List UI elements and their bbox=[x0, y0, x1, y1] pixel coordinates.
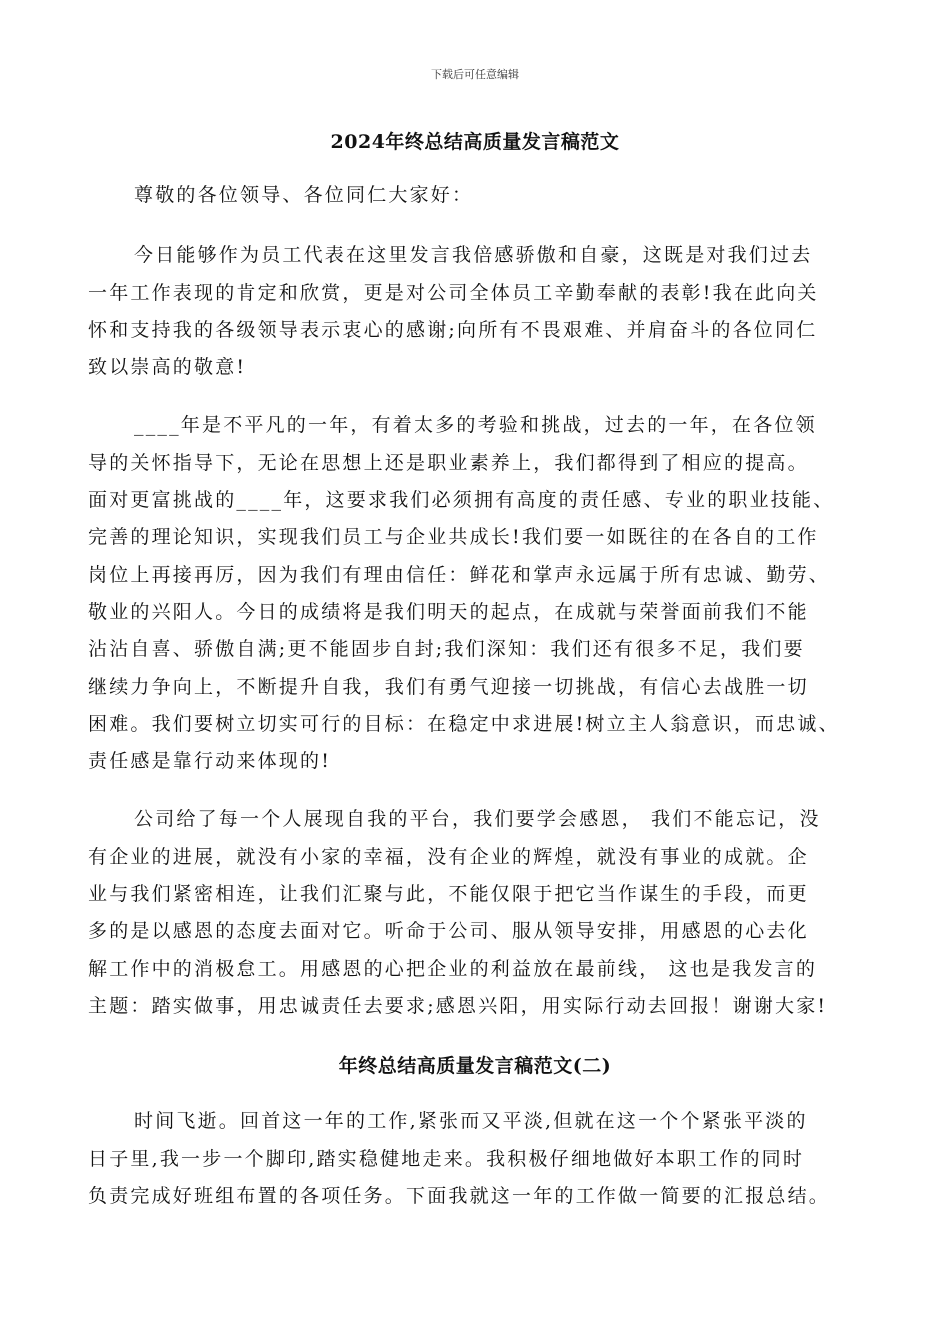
paragraph-2-line: 敬业的兴阳人。今日的成绩将是我们明天的起点，在成就与荣誉面前我们不能 bbox=[88, 601, 809, 623]
document-title: 2024年终总结高质量发言稿范文 bbox=[330, 131, 620, 153]
paragraph-1-line: 怀和支持我的各级领导表示衷心的感谢;向所有不畏艰难、并肩奋斗的各位同仁 bbox=[88, 319, 818, 341]
paragraph-3-line: 有企业的进展，就没有小家的幸福，没有企业的辉煌，就没有事业的成就。企 bbox=[88, 846, 809, 868]
paragraph-2-line: 导的关怀指导下，无论在思想上还是职业素养上，我们都得到了相应的提高。 bbox=[88, 452, 809, 474]
paragraph-3-line: 解工作中的消极怠工。用感恩的心把企业的利益放在最前线， 这也是我发言的 bbox=[88, 958, 818, 980]
paragraph-2-line: 岗位上再接再厉，因为我们有理由信任：鲜花和掌声永远属于所有忠诚、勤劳、 bbox=[88, 564, 831, 586]
paragraph-1-line: 今日能够作为员工代表在这里发言我倍感骄傲和自豪，这既是对我们过去 bbox=[134, 244, 813, 266]
paragraph-3-line: 业与我们紧密相连，让我们汇聚与此，不能仅限于把它当作谋生的手段，而更 bbox=[88, 883, 809, 905]
paragraph-2-line: 完善的理论知识，实现我们员工与企业共成长!我们要一如既往的在各自的工作 bbox=[88, 526, 819, 548]
paragraph-2-line: 困难。我们要树立切实可行的目标：在稳定中求进展!树立主人翁意识，而忠诚、 bbox=[88, 713, 840, 735]
paragraph-2-line: ____年是不平凡的一年，有着太多的考验和挑战，过去的一年，在各位领 bbox=[134, 414, 817, 436]
paragraph-3-line: 主题：踏实做事，用忠诚责任去要求;感恩兴阳，用实际行动去回报！谢谢大家! bbox=[88, 995, 828, 1017]
paragraph-2-line: 责任感是靠行动来体现的! bbox=[88, 750, 332, 772]
paragraph-3-line: 公司给了每一个人展现自我的平台，我们要学会感恩， 我们不能忘记，没 bbox=[134, 808, 821, 830]
header-note: 下载后可任意编辑 bbox=[431, 68, 519, 81]
paragraph-4-line: 时间飞逝。回首这一年的工作,紧张而又平淡,但就在这一个个紧张平淡的 bbox=[134, 1110, 808, 1132]
paragraph-1-line: 一年工作表现的肯定和欣赏，更是对公司全体员工辛勤奉献的表彰!我在此向关 bbox=[88, 282, 819, 304]
paragraph-4-line: 日子里,我一步一个脚印,踏实稳健地走来。我积极仔细地做好本职工作的同时 bbox=[88, 1148, 805, 1170]
greeting: 尊敬的各位领导、各位同仁大家好： bbox=[134, 184, 474, 206]
paragraph-3-line: 多的是以感恩的态度去面对它。听命于公司、服从领导安排，用感恩的心去化 bbox=[88, 920, 809, 942]
paragraph-1-line: 致以崇高的敬意! bbox=[88, 356, 247, 378]
paragraph-2-line: 面对更富挑战的____年，这要求我们必须拥有高度的责任感、专业的职业技能、 bbox=[88, 489, 835, 511]
section-title: 年终总结高质量发言稿范文(二) bbox=[338, 1055, 612, 1077]
paragraph-4-line: 负责完成好班组布置的各项任务。下面我就这一年的工作做一简要的汇报总结。 bbox=[88, 1185, 831, 1207]
paragraph-2-line: 沾沾自喜、骄傲自满;更不能固步自封;我们深知：我们还有很多不足，我们要 bbox=[88, 638, 805, 660]
paragraph-2-line: 继续力争向上，不断提升自我，我们有勇气迎接一切挑战，有信心去战胜一切 bbox=[88, 676, 809, 698]
